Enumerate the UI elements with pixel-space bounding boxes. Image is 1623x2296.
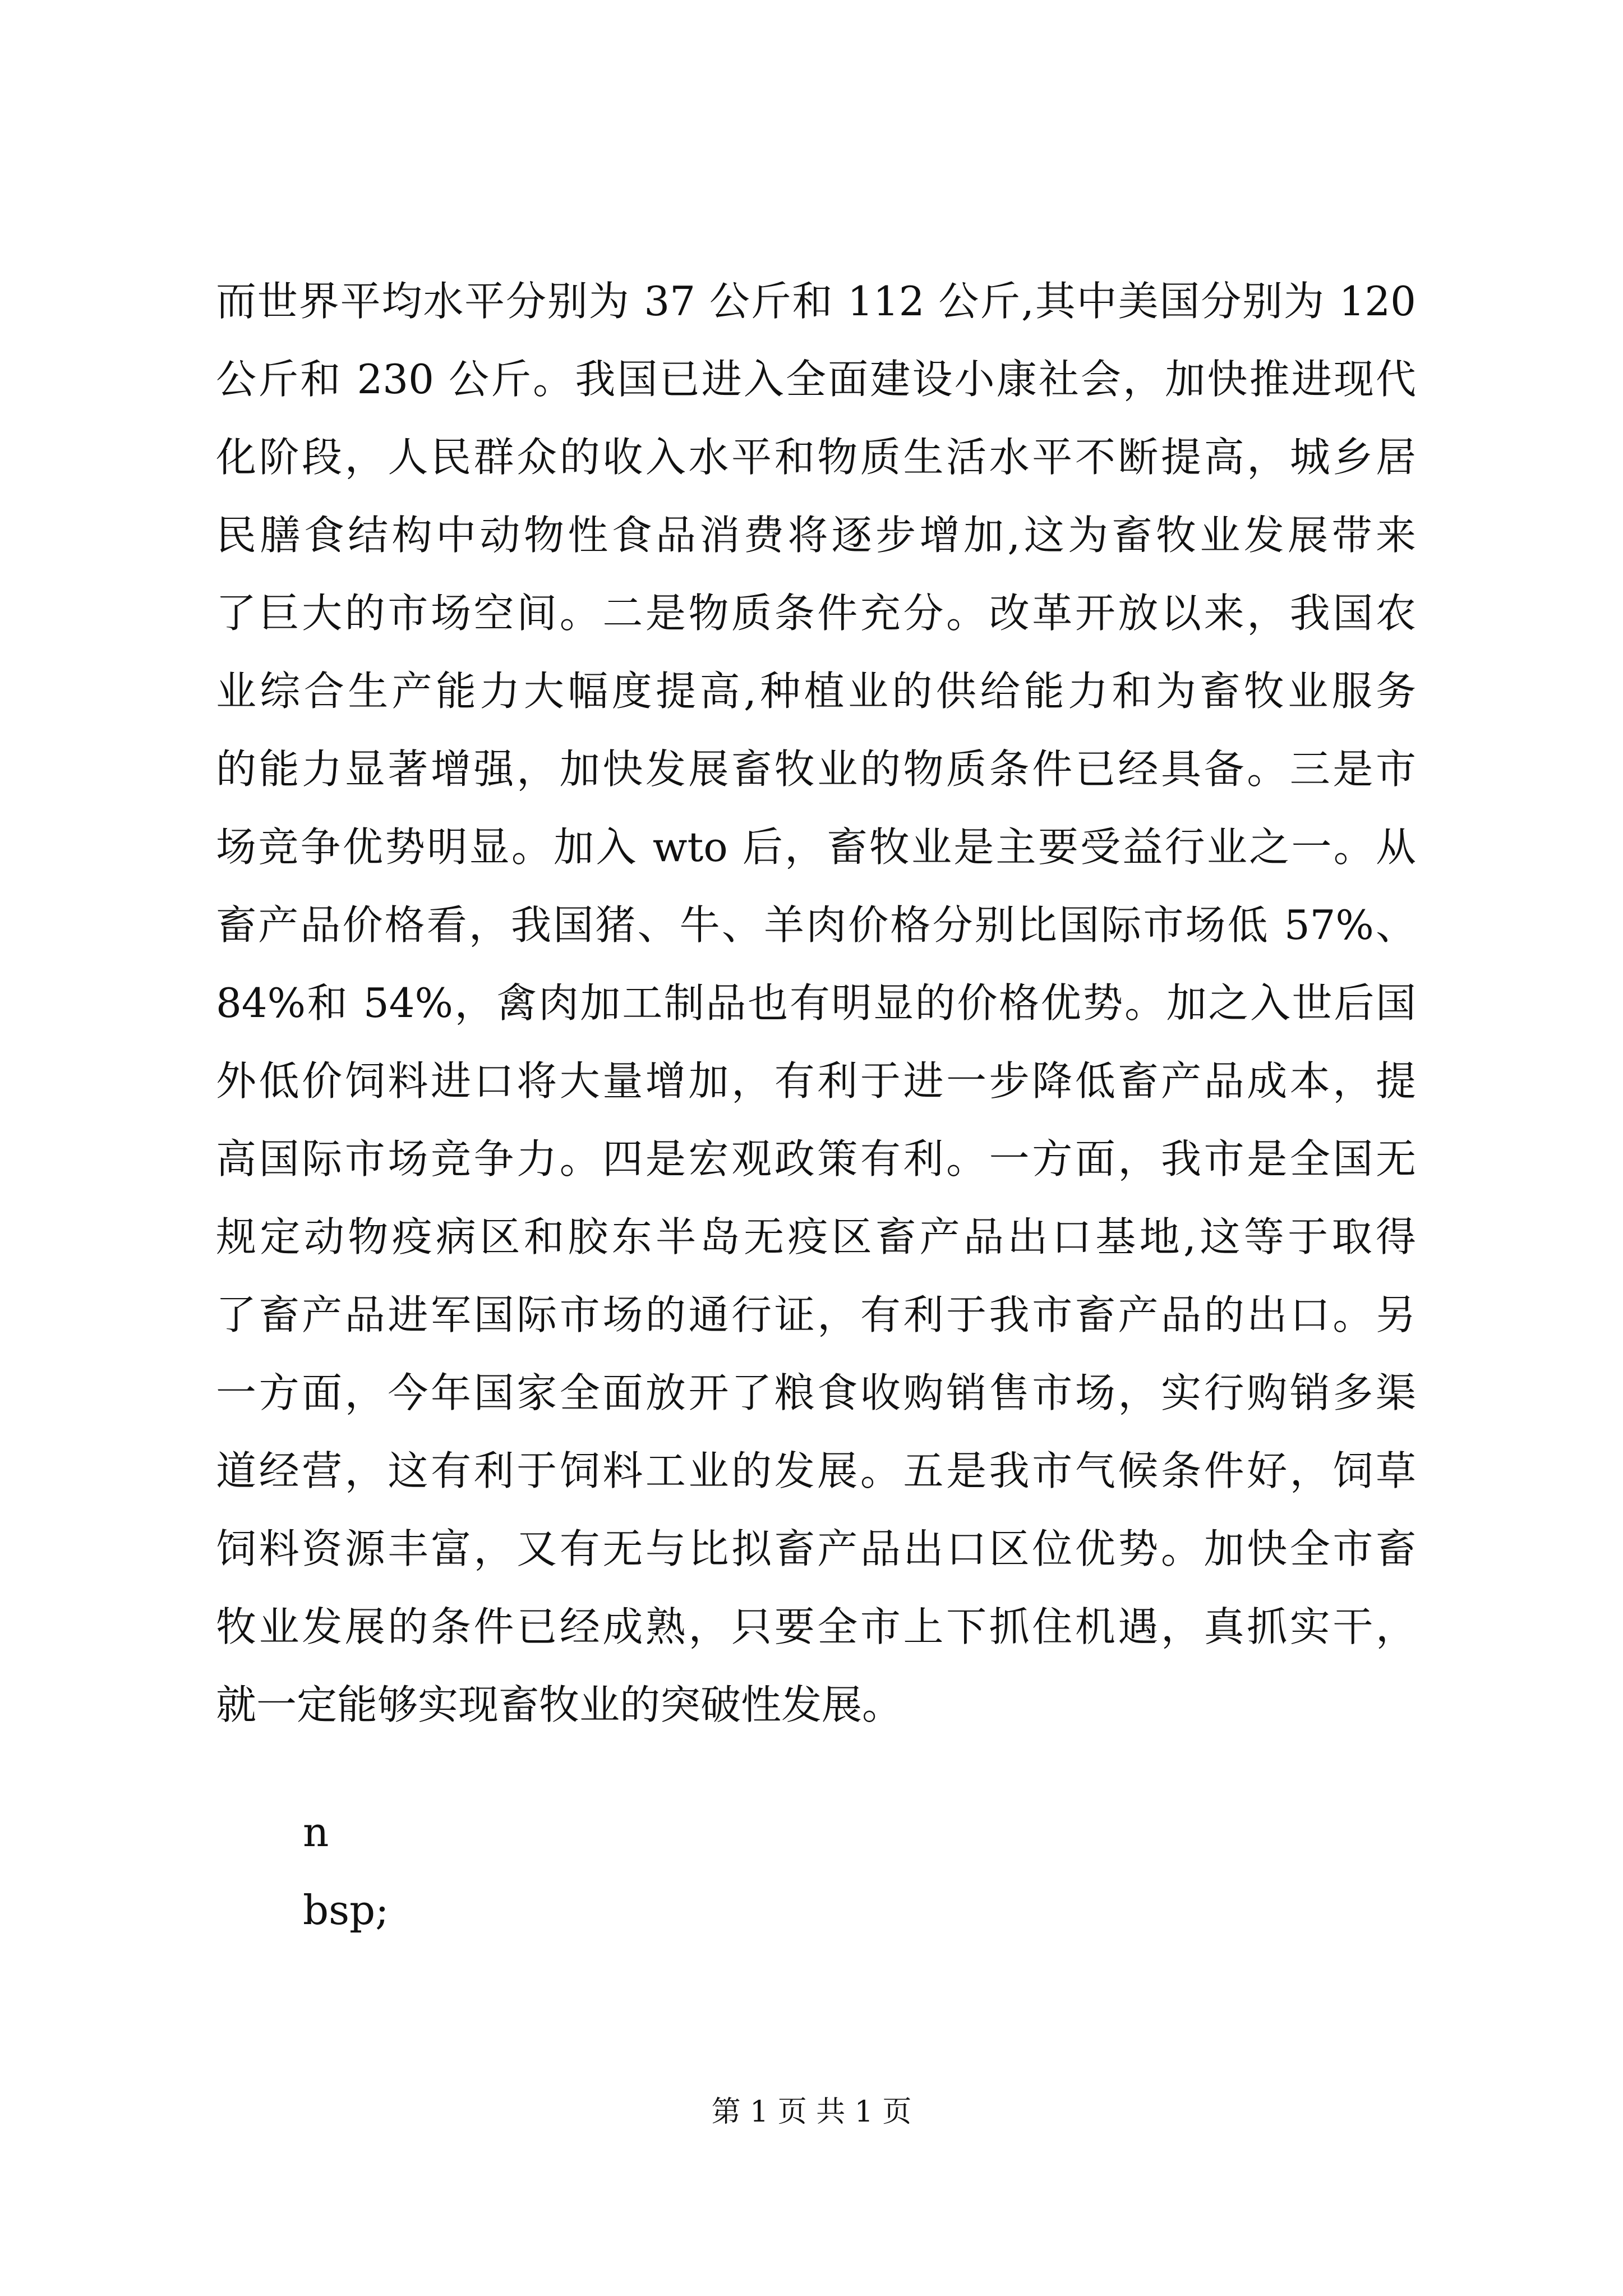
page-footer: 第 1 页 共 1 页 bbox=[711, 2095, 912, 2129]
text-line: 业综合生产能力大幅度提高,种植业的供给能力和为畜牧业服务 bbox=[216, 668, 1416, 715]
text-line: 民膳食结构中动物性食品消费将逐步增加,这为畜牧业发展带来 bbox=[216, 512, 1416, 559]
text-line: 84%和 54%，禽肉加工制品也有明显的价格优势。加之入世后国 bbox=[216, 979, 1416, 1027]
text-line: 道经营，这有利于饲料工业的发展。五是我市气候条件好，饲草 bbox=[216, 1447, 1416, 1494]
text-line: 了畜产品进军国际市场的通行证，有利于我市畜产品的出口。另 bbox=[216, 1291, 1416, 1338]
text-line: 场竞争优势明显。加入 wto 后，畜牧业是主要受益行业之一。从 bbox=[216, 823, 1416, 871]
text-line: 饲料资源丰富，又有无与比拟畜产品出口区位优势。加快全市畜 bbox=[216, 1525, 1416, 1572]
text-line: 一方面，今年国家全面放开了粮食收购销售市场，实行购销多渠 bbox=[216, 1369, 1416, 1416]
stray-text-line: n bbox=[303, 1809, 329, 1856]
text-line: 而世界平均水平分别为 37 公斤和 112 公斤,其中美国分别为 120 bbox=[216, 278, 1416, 325]
text-line: 规定动物疫病区和胶东半岛无疫区畜产品出口基地,这等于取得 bbox=[216, 1213, 1416, 1260]
text-line: 牧业发展的条件已经成熟，只要全市上下抓住机遇，真抓实干， bbox=[216, 1603, 1416, 1650]
text-line: 高国际市场竞争力。四是宏观政策有利。一方面，我市是全国无 bbox=[216, 1135, 1416, 1182]
text-line: 的能力显著增强，加快发展畜牧业的物质条件已经具备。三是市 bbox=[216, 746, 1416, 793]
body-paragraph bbox=[216, 263, 1416, 1744]
text-line: 了巨大的市场空间。二是物质条件充分。改革开放以来，我国农 bbox=[216, 590, 1416, 637]
text-line: 畜产品价格看，我国猪、牛、羊肉价格分别比国际市场低 57%、 bbox=[216, 901, 1416, 949]
text-line: 外低价饲料进口将大量增加，有利于进一步降低畜产品成本，提 bbox=[216, 1057, 1416, 1105]
stray-text-line: bsp; bbox=[303, 1887, 389, 1934]
text-line: 化阶段，人民群众的收入水平和物质生活水平不断提高，城乡居 bbox=[216, 434, 1416, 481]
text-line: 就一定能够实现畜牧业的突破性发展。 bbox=[216, 1681, 903, 1728]
text-line: 公斤和 230 公斤。我国已进入全面建设小康社会，加快推进现代 bbox=[216, 356, 1416, 403]
